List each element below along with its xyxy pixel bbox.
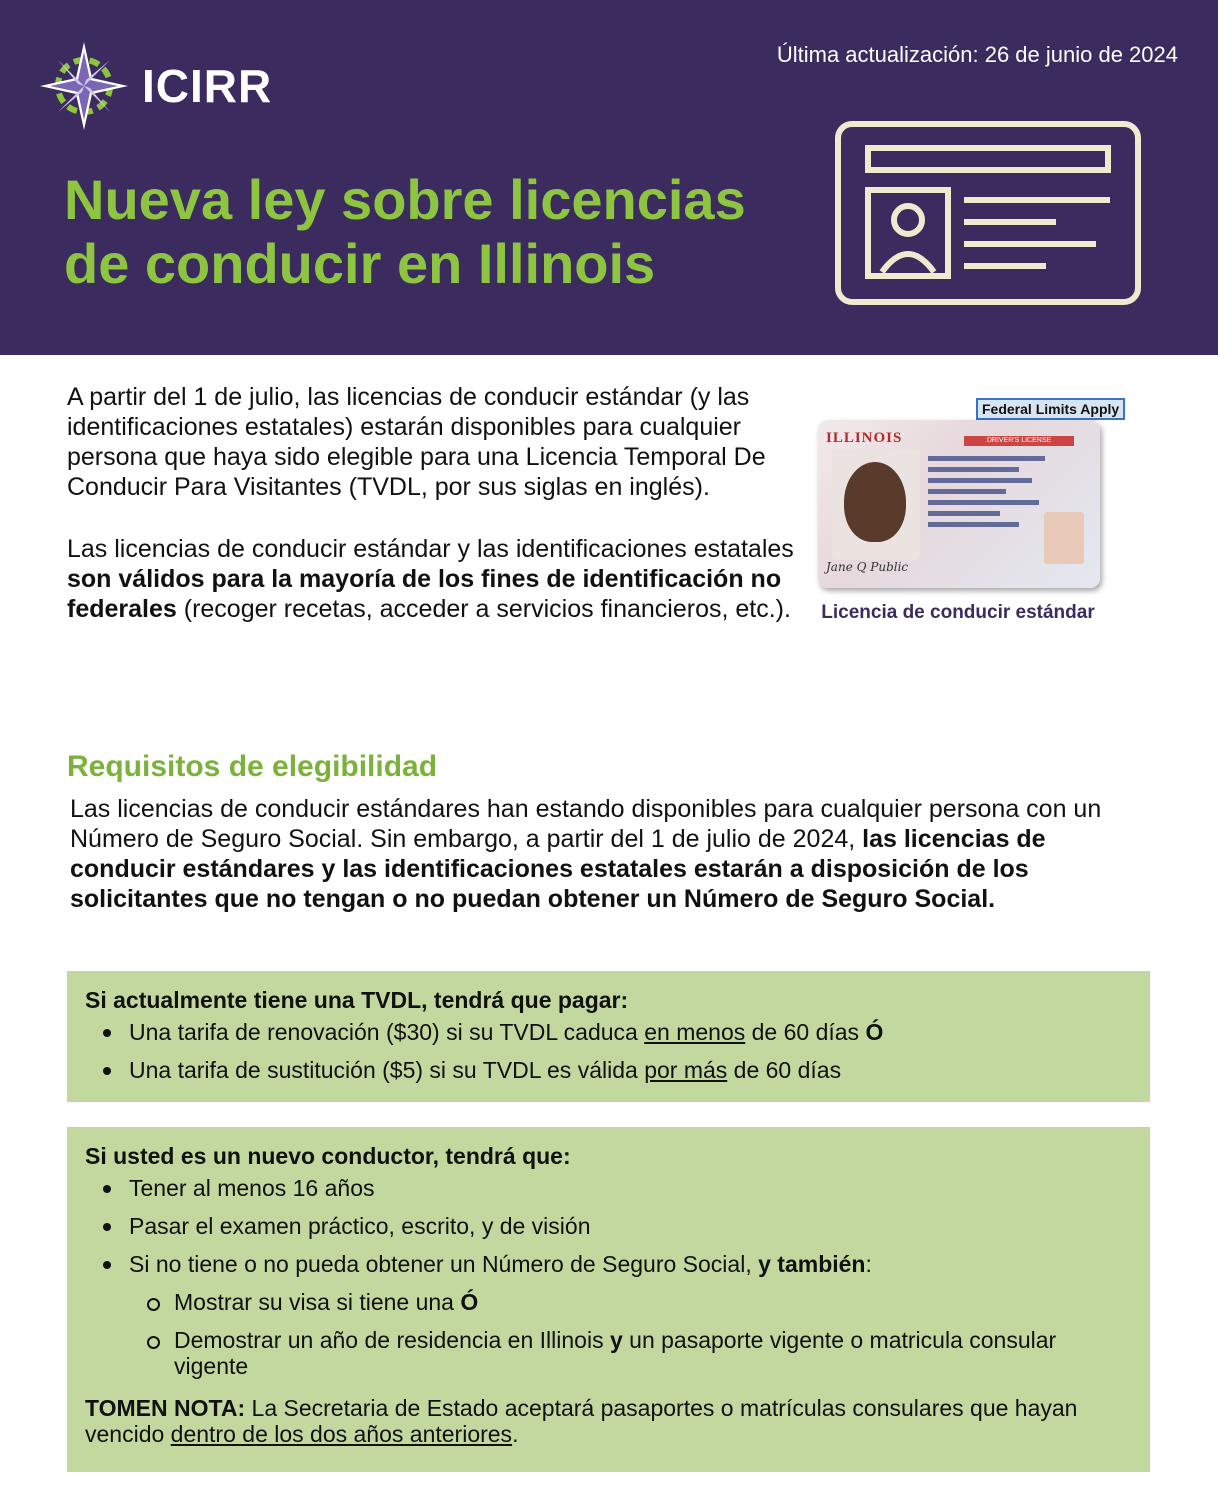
visa-text: Mostrar su visa si tiene una — [174, 1289, 461, 1315]
tvdl-fees-heading: Si actualmente tiene una TVDL, tendrá que pagar: — [85, 987, 629, 1013]
card-ghost-photo — [1044, 512, 1084, 564]
eligibility-body-start: Las licencias de conducir estándares han estando disponibles para cualquier persona con un Número de Seguro Social. Sin embargo, a partir del 1 de julio de 2024, — [70, 795, 1102, 853]
visa-or: Ó — [460, 1289, 479, 1315]
list-item: Tener al menos 16 años — [85, 1175, 1132, 1201]
header-banner — [0, 0, 1218, 355]
list-item — [85, 1057, 1132, 1083]
fee-replacement-text-end: de 60 días — [727, 1057, 842, 1083]
compass-star-icon — [38, 40, 130, 132]
residency-text: Demostrar un año de residencia en Illinois — [174, 1327, 610, 1353]
ssn-requirement-colon: : — [865, 1251, 872, 1277]
intro-paragraph-1: A partir del 1 de julio, las licencias de conducir estándar (y las identificaciones estatales) estarán disponibles para cualquier persona que haya sido elegible para una Licencia Temporal De Conducir Para Visitantes (TVDL, por sus siglas en inglés). — [67, 383, 766, 501]
fee-renewal-underline: en menos — [644, 1019, 746, 1045]
residency-and: y — [609, 1327, 623, 1353]
note-period: . — [512, 1421, 519, 1447]
tvdl-fees-box — [67, 971, 1150, 1102]
org-name: ICIRR — [142, 60, 273, 112]
eligibility-body-bold: las licencias de conducir estándares y las identificaciones estatales estarán a disposición de los solicitantes que no tengan o no puedan obtener un Número de Seguro Social. — [70, 825, 1046, 913]
note-text: La Secretaria de Estado aceptará pasaportes o matrículas consulares que hayan vencido — [85, 1395, 1078, 1447]
new-driver-box — [67, 1127, 1150, 1472]
federal-limits-label: Federal Limits Apply — [976, 398, 1125, 420]
intro-text — [67, 382, 797, 656]
intro-p2-start: Las licencias de conducir estándar y las identificaciones estatales — [67, 535, 794, 563]
card-signature: Jane Q Public — [826, 560, 909, 574]
list-item — [85, 1251, 1132, 1277]
page-title: Nueva ley sobre licencias de conducir en Illinois — [64, 168, 746, 295]
id-card-icon — [834, 120, 1142, 306]
eligibility-heading: Requisitos de elegibilidad — [67, 750, 438, 783]
new-driver-heading: Si usted es un nuevo conductor, tendrá que: — [85, 1143, 571, 1169]
fee-renewal-or: Ó — [865, 1019, 884, 1045]
card-details — [928, 456, 1058, 533]
ssn-requirement-bold: y también — [758, 1251, 866, 1277]
license-card — [818, 420, 1100, 588]
license-caption: Licencia de conducir estándar — [821, 602, 1095, 623]
intro-paragraph-2 — [67, 534, 797, 624]
fee-renewal-text-end: de 60 días — [745, 1019, 866, 1045]
intro-p2-end: (recoger recetas, acceder a servicios financieros, etc.). — [176, 595, 791, 623]
note — [85, 1395, 1132, 1447]
ssn-requirement-text: Si no tiene o no pueda obtener un Número de Seguro Social, — [129, 1251, 759, 1277]
note-underline: dentro de los dos años anteriores — [170, 1421, 513, 1447]
last-updated: Última actualización: 26 de junio de 2024 — [776, 42, 1178, 67]
fee-replacement-text: Una tarifa de sustitución ($5) si su TVDL es válida — [129, 1057, 645, 1083]
fee-renewal-text: Una tarifa de renovación ($30) si su TVDL caduca — [129, 1019, 645, 1045]
note-label: TOMEN NOTA: — [85, 1395, 246, 1421]
sub-list-item — [85, 1289, 1132, 1315]
logo — [38, 40, 272, 132]
card-banner: DRIVER'S LICENSE — [964, 436, 1074, 446]
list-item — [85, 1019, 1132, 1045]
eligibility-body — [70, 794, 1150, 914]
list-item: Pasar el examen práctico, escrito, y de visión — [85, 1213, 1132, 1239]
sub-list-item — [85, 1327, 1132, 1379]
card-face — [844, 462, 906, 542]
intro-p2-bold: son válidos para la mayoría de los fines de identificación no federales — [67, 565, 782, 623]
residency-text-end: un pasaporte vigente o matricula consular vigente — [174, 1327, 1057, 1379]
new-driver-list — [85, 1175, 1132, 1379]
fee-replacement-underline: por más — [644, 1057, 728, 1083]
card-state: ILLINOIS — [826, 430, 903, 446]
tvdl-fees-list — [85, 1019, 1132, 1083]
